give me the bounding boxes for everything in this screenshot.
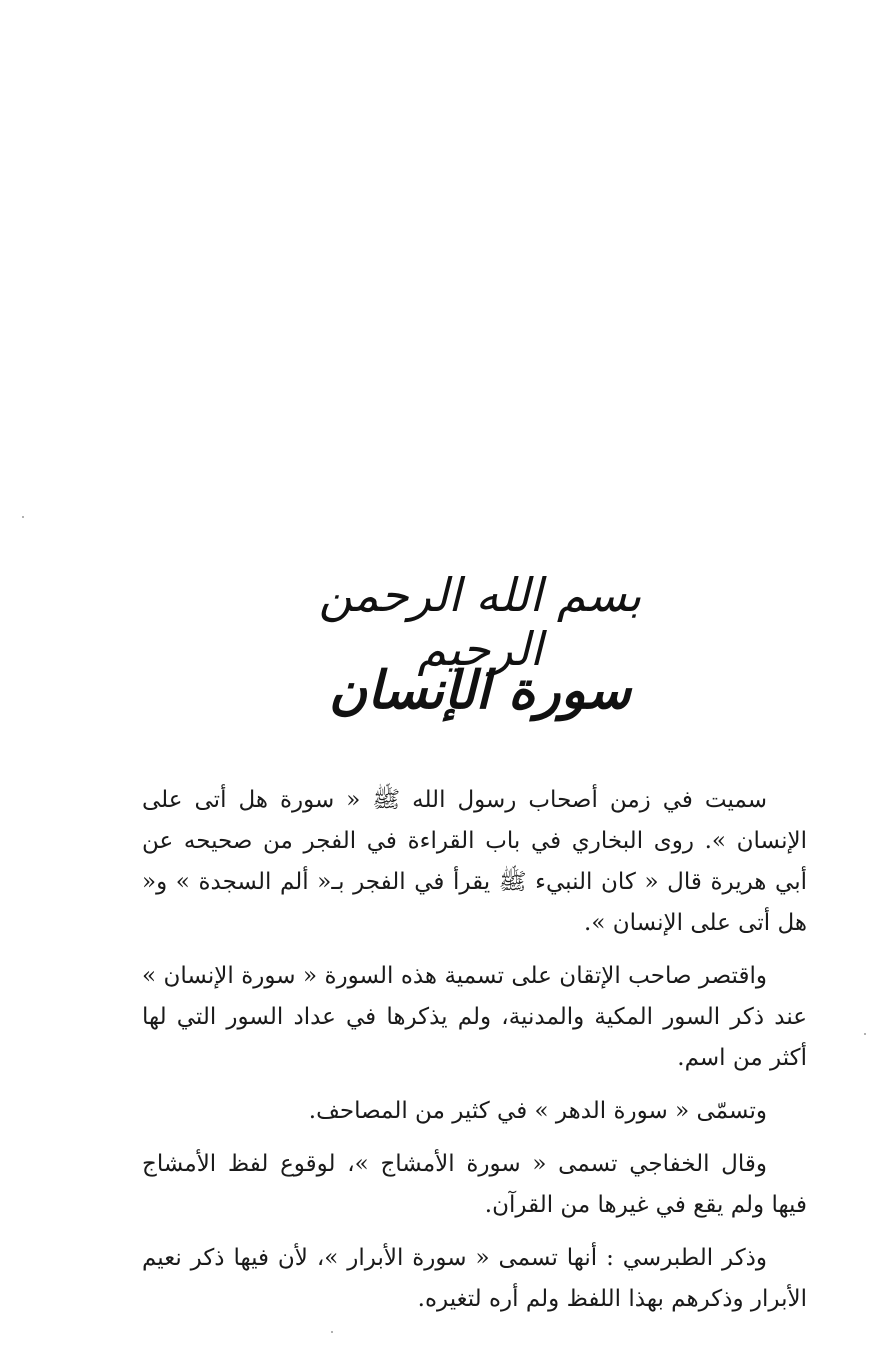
scan-speck	[864, 1033, 866, 1035]
scan-speck	[22, 516, 24, 518]
paragraph-dahr: وتسمّى « سورة الدهر » في كثير من المصاحف.	[308, 1098, 767, 1124]
surah-title: سورة الإنسان	[329, 660, 631, 721]
basmala-heading: بسم الله الرحمن الرحيم	[318, 568, 642, 676]
body-text	[142, 780, 807, 1332]
scan-speck	[331, 1331, 333, 1333]
paragraph-amshaj: وقال الخفاجي تسمى « سورة الأمشاج »، لوقوع لفظ الأمشاج فيها ولم يقع في غيرها من القرآن.	[142, 1151, 807, 1218]
paragraph-naming: سميت في زمن أصحاب رسول الله ﷺ « سورة هل أتى على الإنسان ». روى البخاري في باب القراءة في الفجر من صحيحه عن أبي هريرة قال « كان النبيء ﷺ يقرأ في الفجر بـ« ألم السجدة » و« هل أتى على الإنسان ».	[142, 787, 807, 936]
paragraph-abrar: وذكر الطبرسي : أنها تسمى « سورة الأبرار »، لأن فيها ذكر نعيم الأبرار وذكرهم بهذا اللفظ ولم أره لتغيره.	[142, 1245, 807, 1312]
paragraph-itqan: واقتصر صاحب الإتقان على تسمية هذه السورة « سورة الإنسان » عند ذكر السور المكية والمدنية، ولم يذكرها في عداد السور التي لها أكثر من اسم.	[142, 963, 807, 1071]
